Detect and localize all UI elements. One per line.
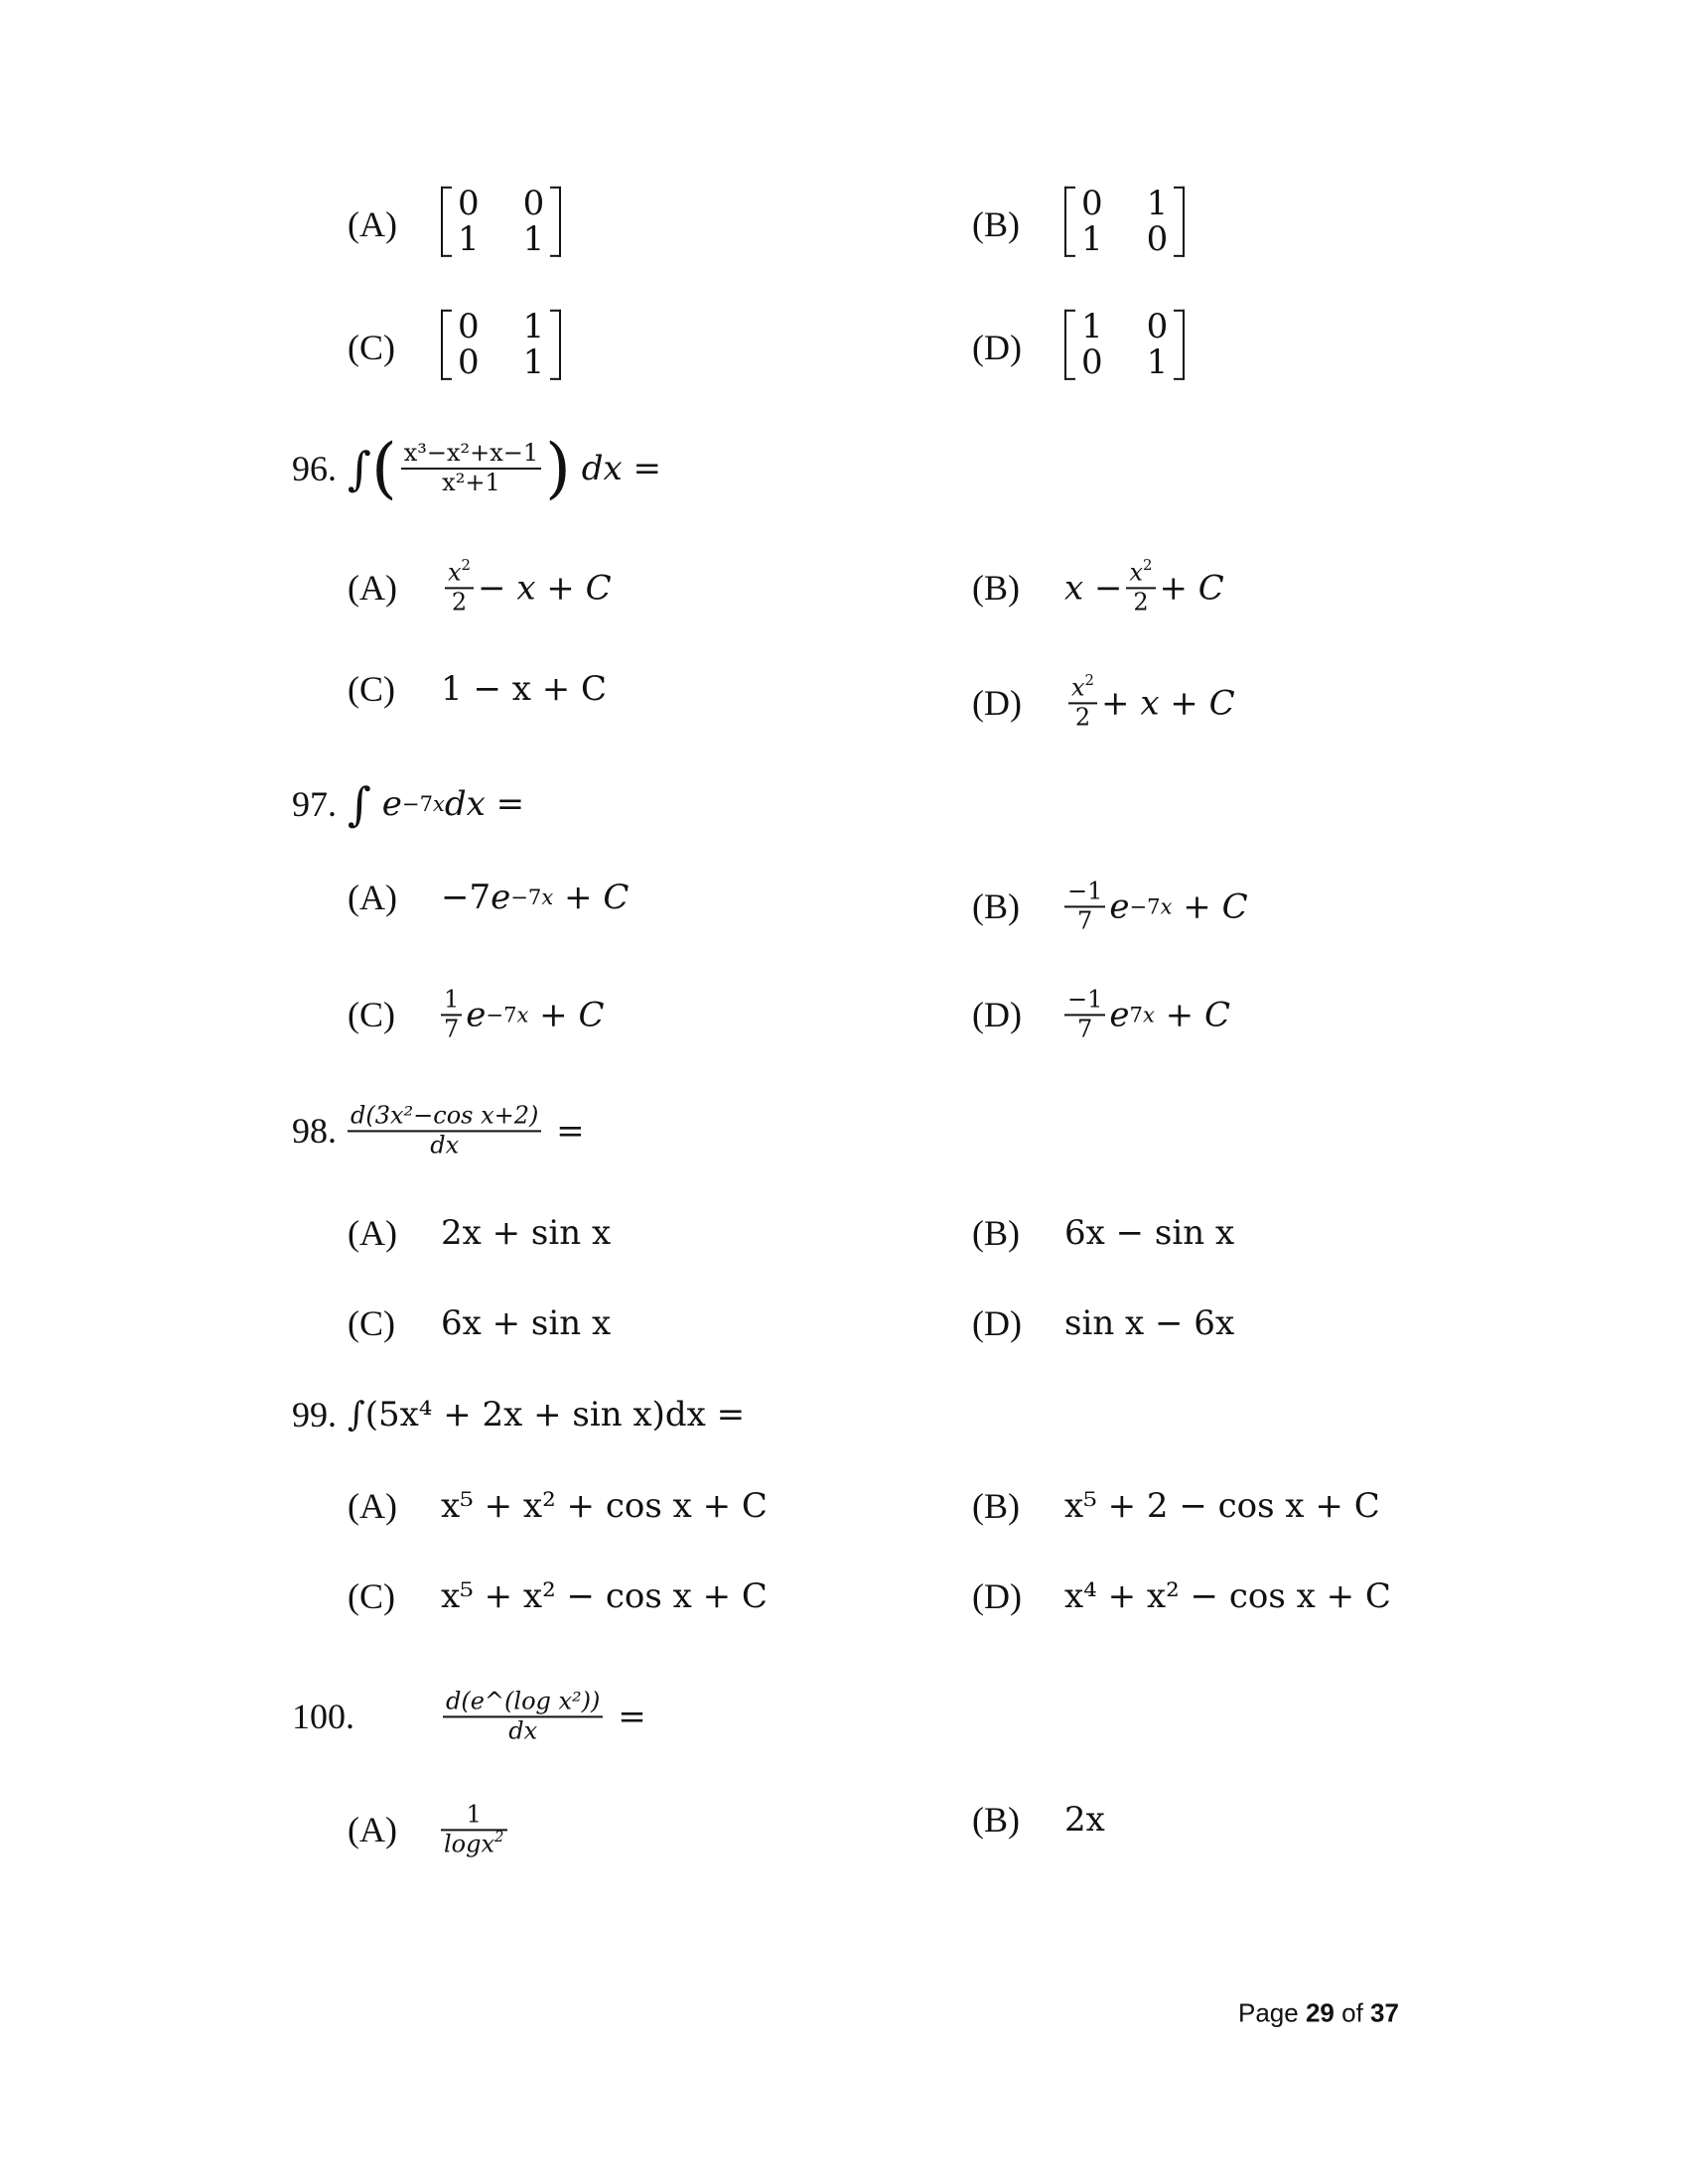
option-label: (B) [972, 568, 1020, 608]
option-98a: 2x + sin x [441, 1213, 612, 1253]
question-99-expression: ∫(5x⁴ + 2x + sin x)dx = [348, 1395, 746, 1434]
matrix-cell: 0 [1081, 183, 1103, 223]
matrix-cell: 0 [1081, 341, 1103, 382]
option-label: (C) [348, 1576, 395, 1616]
option-98c: 6x + sin x [441, 1303, 612, 1343]
question-97-expression: ∫ e −7x dx = [348, 777, 525, 831]
matrix-cell: 1 [522, 341, 545, 382]
fraction-denominator: x²+1 [442, 469, 500, 496]
matrix-cell: 0 [522, 183, 545, 223]
option-label: (D) [972, 995, 1022, 1034]
option-label: (C) [348, 328, 395, 367]
option-label: (C) [348, 995, 395, 1034]
question-number: 96. [292, 449, 337, 488]
option-99d: x⁴ + x² − cos x + C [1064, 1576, 1391, 1616]
option-96a: $\frac{x^2}{2}$ − x + C [441, 559, 612, 615]
option-label: (B) [972, 1213, 1020, 1253]
matrix-option-a [441, 183, 561, 262]
question-96-expression: ∫ ( $\frac{\text{x³−x²+x−1}}{\text{x²+1}}$ ) dx = [348, 430, 661, 506]
page-prefix: Page [1238, 1997, 1299, 2028]
option-99b: x⁵ + 2 − cos x + C [1064, 1486, 1380, 1526]
fraction-denominator: dx [508, 1716, 538, 1744]
matrix-cell: 0 [458, 341, 480, 382]
matrix-cell: 0 [458, 306, 480, 346]
option-label: (B) [972, 1486, 1020, 1526]
question-100-expression: $\frac{\text{d(e\textasciicircum{}(log x²))}}{dx}$ = [439, 1688, 646, 1744]
fraction-numerator: x³−x²+x−1 [403, 439, 539, 468]
matrix-cell: 1 [1081, 306, 1103, 346]
total-pages: 37 [1370, 1997, 1399, 2028]
option-97d: $\frac{-1}{7}$ e 7x + C [1060, 986, 1230, 1042]
option-97c: $\frac{1}{7}$ e −7x + C [437, 986, 605, 1042]
question-number: 99. [292, 1395, 337, 1434]
matrix-cell: 1 [1146, 183, 1169, 223]
option-97b: $\frac{-1}{7}$ e −7x + C [1060, 878, 1248, 934]
matrix-cell: 1 [458, 218, 480, 259]
matrix-cell: 0 [458, 183, 480, 223]
option-label: (D) [972, 1303, 1022, 1343]
option-label: (C) [348, 1303, 395, 1343]
fraction-numerator: d(e^(log x²)) [446, 1687, 601, 1715]
option-99c: x⁵ + x² − cos x + C [441, 1576, 768, 1616]
option-label: (B) [972, 205, 1020, 244]
fraction-numerator: d(3x²−cos x+2) [351, 1101, 539, 1130]
question-98-expression: $\frac{\text{d(3x²−cos x+2)}}{dx}$ = [344, 1102, 585, 1159]
matrix-option-d [1064, 306, 1185, 385]
current-page: 29 [1305, 1997, 1335, 2028]
option-label: (D) [972, 1576, 1022, 1616]
matrix-cell: 0 [1146, 306, 1169, 346]
question-number: 97. [292, 784, 337, 824]
fraction-denominator: dx [430, 1131, 460, 1159]
matrix-cell: 1 [1146, 341, 1169, 382]
option-label: (B) [972, 1800, 1020, 1840]
option-98b: 6x − sin x [1064, 1213, 1235, 1253]
option-label: (A) [348, 878, 397, 917]
option-label: (A) [348, 1486, 397, 1526]
matrix-cell: 1 [1081, 218, 1103, 259]
matrix-cell: 0 [1146, 218, 1169, 259]
matrix-option-b [1064, 183, 1185, 262]
option-label: (A) [348, 205, 397, 244]
option-label: (C) [348, 669, 395, 709]
option-label: (A) [348, 568, 397, 608]
matrix-cell: 1 [522, 218, 545, 259]
option-label: (A) [348, 1810, 397, 1849]
question-number: 98. [292, 1111, 337, 1151]
option-100a: $\frac{1}{\log x^2}$ [437, 1801, 511, 1857]
matrix-option-c [441, 306, 561, 385]
option-98d: sin x − 6x [1064, 1303, 1235, 1343]
option-96b: x − $\frac{x^2}{2}$ + C [1064, 556, 1224, 615]
option-label: (A) [348, 1213, 397, 1253]
option-100b: 2x [1064, 1800, 1105, 1840]
option-label: (D) [972, 328, 1022, 367]
option-label: (B) [972, 887, 1020, 926]
option-96c: 1 − x + C [441, 669, 608, 709]
page-number [1238, 1998, 1399, 2029]
option-99a: x⁵ + x² + cos x + C [441, 1486, 768, 1526]
option-97a: −7 e −7x + C [441, 878, 630, 917]
option-label: (D) [972, 683, 1022, 723]
page-of: of [1341, 1997, 1363, 2028]
question-number: 100. [292, 1697, 354, 1736]
option-96d: $\frac{x^2}{2}$ + x + C [1064, 674, 1235, 731]
matrix-cell: 1 [522, 306, 545, 346]
